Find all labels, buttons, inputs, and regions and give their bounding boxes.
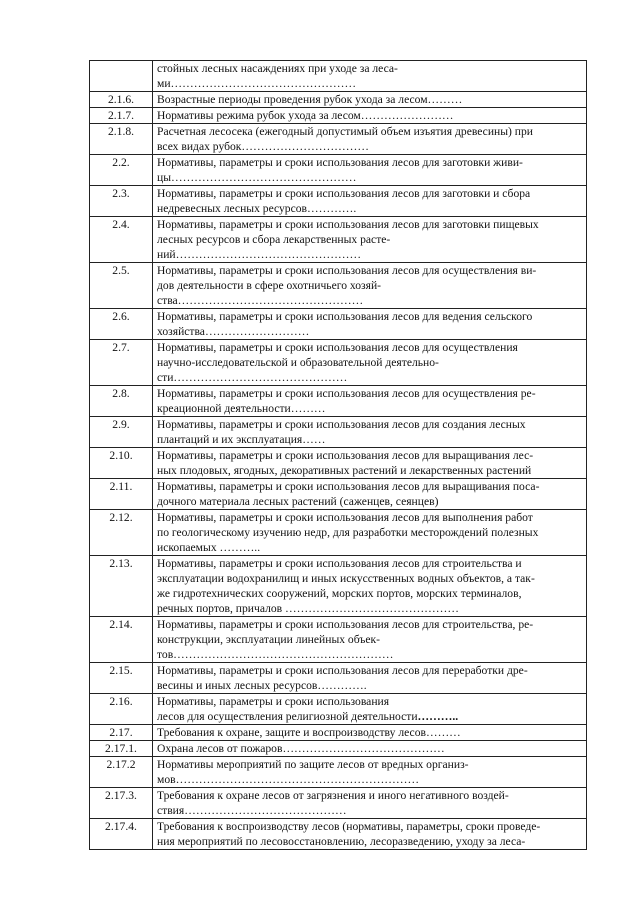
section-number: 2.1.7. — [90, 108, 153, 124]
section-number: 2.12. — [90, 510, 153, 556]
section-title-line: Нормативы, параметры и сроки использования лесов для осуществления ре- — [157, 387, 536, 400]
section-title-line: Нормативы, параметры и сроки использования лесов для заготовки и сбора — [157, 187, 531, 200]
toc-row — [90, 663, 587, 694]
section-title-line: Нормативы, параметры и сроки использования лесов для выполнения работ — [157, 511, 533, 524]
section-title-line: Нормативы, параметры и сроки использования лесов для переработки дре- — [157, 664, 528, 677]
section-title-line: сти……………………………………… — [157, 371, 348, 384]
section-title-line: ных плодовых, ягодных, декоративных растений и лекарственных растений — [157, 464, 532, 477]
section-title-line: ископаемых ……….. — [157, 541, 261, 554]
section-title-line: весины и иных лесных ресурсов…………. — [157, 679, 367, 692]
section-number: 2.17. — [90, 725, 153, 741]
section-title-line: Нормативы, параметры и сроки использования лесов для заготовки пищевых — [157, 218, 539, 231]
section-number: 2.6. — [90, 309, 153, 340]
section-title-line: же гидротехнических сооружений, морских портов, морских терминалов, — [157, 587, 522, 600]
section-title — [153, 386, 587, 417]
section-title — [153, 741, 587, 757]
section-title — [153, 757, 587, 788]
toc-row — [90, 741, 587, 757]
toc-row — [90, 725, 587, 741]
section-title — [153, 725, 587, 741]
section-title-line: Нормативы, параметры и сроки использования лесов для заготовки живи- — [157, 156, 523, 169]
section-title-line: конструкции, эксплуатации линейных объек- — [157, 633, 380, 646]
section-number: 2.4. — [90, 217, 153, 263]
section-title-line: Требования к охране лесов от загрязнения и иного негативного воздей- — [157, 789, 509, 802]
section-title-line: всех видах рубок…………………………… — [157, 140, 369, 153]
toc-row — [90, 108, 587, 124]
toc-row — [90, 556, 587, 617]
section-number: 2.3. — [90, 186, 153, 217]
section-title-line: Нормативы, параметры и сроки использования лесов для выращивания лес- — [157, 449, 534, 462]
section-title-line: научно-исследовательской и образовательной деятельно- — [157, 356, 439, 369]
section-title-line: Охрана лесов от пожаров…………………………………… — [157, 742, 445, 755]
section-number: 2.17.1. — [90, 741, 153, 757]
toc-row — [90, 417, 587, 448]
toc-row — [90, 757, 587, 788]
section-title — [153, 92, 587, 108]
section-title-line: ния мероприятий по лесовосстановлению, лесоразведению, уходу за леса- — [157, 835, 526, 848]
section-title-line: Возрастные периоды проведения рубок ухода за лесом……… — [157, 93, 463, 106]
section-title-line: Нормативы, параметры и сроки использования лесов для ведения сельского — [157, 310, 533, 323]
toc-row — [90, 263, 587, 309]
section-title-line: плантаций и их эксплуатация…… — [157, 433, 326, 446]
section-number: 2.8. — [90, 386, 153, 417]
section-title — [153, 448, 587, 479]
section-title — [153, 479, 587, 510]
section-title — [153, 788, 587, 819]
section-title — [153, 186, 587, 217]
section-title — [153, 556, 587, 617]
toc-row — [90, 694, 587, 725]
section-number: 2.7. — [90, 340, 153, 386]
section-title-line: дов деятельности в сфере охотничьего хозяй- — [157, 279, 382, 292]
toc-row — [90, 448, 587, 479]
section-title-line: по геологическому изучению недр, для разработки месторождений полезных — [157, 526, 539, 539]
section-title — [153, 340, 587, 386]
toc-row — [90, 386, 587, 417]
toc-row — [90, 510, 587, 556]
section-title-line: Нормативы режима рубок ухода за лесом…………………… — [157, 109, 454, 122]
section-title-line: стойных лесных насаждениях при уходе за леса- — [157, 62, 398, 75]
section-title — [153, 694, 587, 725]
section-title-line: Требования к охране, защите и воспроизводству лесов……… — [157, 726, 461, 739]
section-title-line: Расчетная лесосека (ежегодный допустимый объем изъятия древесины) при — [157, 125, 533, 138]
section-title-line: Нормативы, параметры и сроки использования лесов для выращивания поса- — [157, 480, 540, 493]
section-title-line: Нормативы мероприятий по защите лесов от вредных организ- — [157, 758, 469, 771]
section-number: 2.15. — [90, 663, 153, 694]
table-of-contents — [89, 60, 587, 850]
section-title-line: ми………………………………………… — [157, 77, 357, 90]
section-title-line: эксплуатации водохранилищ и иных искусственных водных объектов, а так- — [157, 572, 535, 585]
section-title-line: Нормативы, параметры и сроки использования лесов для осуществления ви- — [157, 264, 537, 277]
section-title-line: Нормативы, параметры и сроки использования лесов для строительства и — [157, 557, 522, 570]
section-title-line: речных портов, причалов ……………………………………… — [157, 602, 459, 615]
section-title — [153, 663, 587, 694]
section-title — [153, 217, 587, 263]
section-title-line: ствия…………………………………… — [157, 804, 347, 817]
toc-row — [90, 479, 587, 510]
section-title-line — [157, 709, 583, 724]
section-title-line: недревесных лесных ресурсов…………. — [157, 202, 357, 215]
section-title-line: цы………………………………………… — [157, 171, 357, 184]
toc-row — [90, 186, 587, 217]
section-title — [153, 108, 587, 124]
toc-row — [90, 92, 587, 108]
section-title — [153, 124, 587, 155]
section-number: 2.1.8. — [90, 124, 153, 155]
section-title — [153, 617, 587, 663]
section-title — [153, 155, 587, 186]
section-number: 2.17.2 — [90, 757, 153, 788]
toc-row — [90, 309, 587, 340]
section-title — [153, 263, 587, 309]
section-number: 2.2. — [90, 155, 153, 186]
section-title-line: лесных ресурсов и сбора лекарственных расте- — [157, 233, 391, 246]
section-title — [153, 61, 587, 92]
section-title-line: креационной деятельности……… — [157, 402, 326, 415]
section-number: 2.1.6. — [90, 92, 153, 108]
section-number: 2.14. — [90, 617, 153, 663]
section-title — [153, 417, 587, 448]
section-title-line: Нормативы, параметры и сроки использования лесов для создания лесных — [157, 418, 526, 431]
section-number: 2.13. — [90, 556, 153, 617]
toc-row — [90, 217, 587, 263]
section-title-line: Нормативы, параметры и сроки использования лесов для осуществления — [157, 341, 518, 354]
section-title-line: ства………………………………………… — [157, 294, 364, 307]
toc-row — [90, 61, 587, 92]
toc-row — [90, 617, 587, 663]
section-title-line: ний………………………………………… — [157, 248, 362, 261]
section-title — [153, 309, 587, 340]
section-number: 2.17.3. — [90, 788, 153, 819]
section-number: 2.9. — [90, 417, 153, 448]
section-title — [153, 510, 587, 556]
section-number: 2.11. — [90, 479, 153, 510]
section-title-line: мов……………………………………………………… — [157, 773, 420, 786]
section-number — [90, 61, 153, 92]
section-title — [153, 819, 587, 850]
toc-row — [90, 155, 587, 186]
toc-row — [90, 340, 587, 386]
section-title-line: тов………………………………………………… — [157, 648, 394, 661]
section-title-line: дочного материала лесных растений (саженцев, сеянцев) — [157, 495, 439, 508]
section-number: 2.10. — [90, 448, 153, 479]
section-title-line: Нормативы, параметры и сроки использования — [157, 695, 390, 708]
toc-row — [90, 124, 587, 155]
section-title-line: Требования к воспроизводству лесов (нормативы, параметры, сроки проведе- — [157, 820, 541, 833]
toc-row — [90, 788, 587, 819]
toc-row — [90, 819, 587, 850]
section-title-line: хозяйства……………………… — [157, 325, 310, 338]
section-title-text: лесов для осуществления религиозной деятельности — [157, 710, 418, 723]
section-number: 2.5. — [90, 263, 153, 309]
section-number: 2.16. — [90, 694, 153, 725]
leader-dots: ……….. — [417, 710, 459, 723]
section-title-line: Нормативы, параметры и сроки использования лесов для строительства, ре- — [157, 618, 534, 631]
section-number: 2.17.4. — [90, 819, 153, 850]
